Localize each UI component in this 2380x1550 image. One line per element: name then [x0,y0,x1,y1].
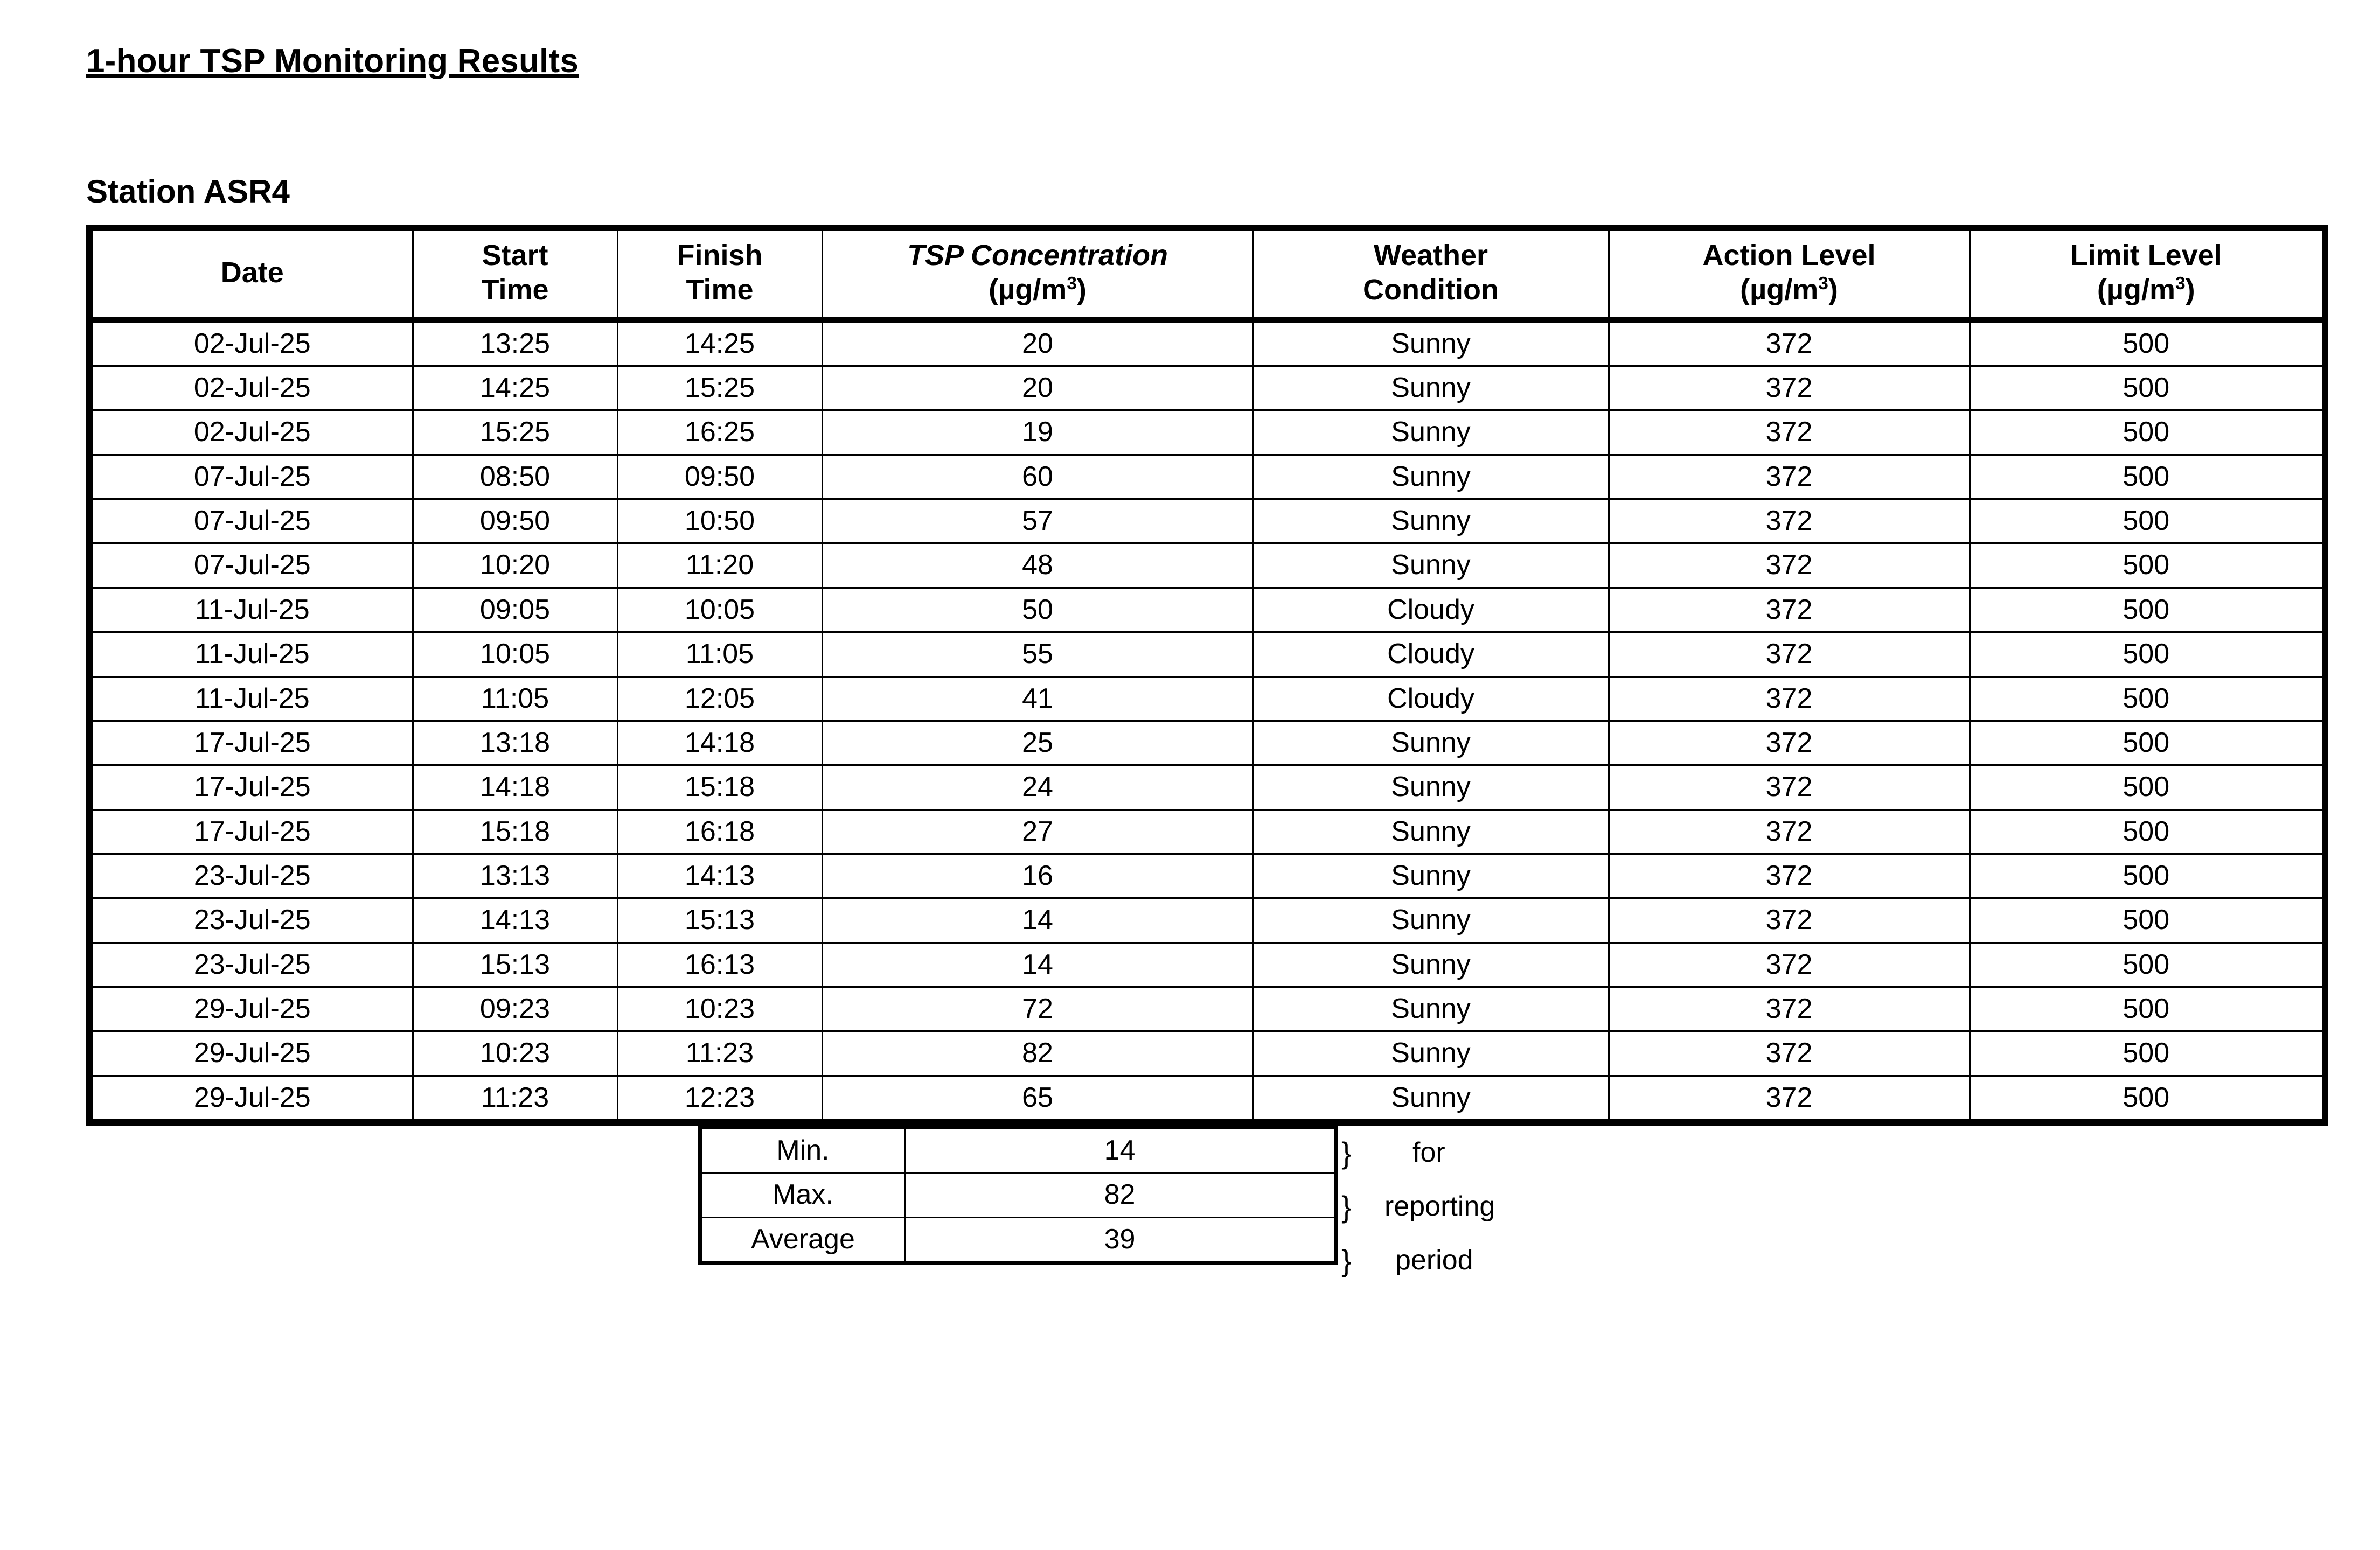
cell-tsp-concentration: 48 [822,543,1253,588]
cell-start-time: 13:18 [413,721,617,765]
cell-date: 02-Jul-25 [89,320,413,366]
cell-weather-condition: Sunny [1253,854,1609,898]
cell-tsp-concentration: 50 [822,588,1253,632]
cell-finish-time: 15:25 [617,366,822,410]
column-header-start-time [413,228,617,319]
cell-finish-time: 15:13 [617,898,822,942]
cell-finish-time: 16:25 [617,410,822,455]
cell-start-time: 15:13 [413,942,617,987]
cell-action-level: 372 [1609,632,1970,676]
cell-action-level: 372 [1609,543,1970,588]
cell-weather-condition: Sunny [1253,1031,1609,1076]
cell-start-time: 10:23 [413,1031,617,1076]
unit-suffix: ) [1076,273,1087,306]
cell-finish-time: 15:18 [617,765,822,809]
header-line-1: Start [482,239,548,272]
cell-start-time: 10:05 [413,632,617,676]
cell-weather-condition: Sunny [1253,987,1609,1031]
cell-start-time: 13:25 [413,320,617,366]
cell-weather-condition: Sunny [1253,765,1609,809]
summary-note-word: for [1412,1137,1445,1169]
cell-action-level: 372 [1609,1076,1970,1122]
header-line-2 [825,273,1250,308]
cell-finish-time: 14:13 [617,854,822,898]
cell-tsp-concentration: 60 [822,455,1253,499]
cell-limit-level: 500 [1970,1076,2325,1122]
cell-action-level: 372 [1609,410,1970,455]
monitoring-table-wrap [86,225,2322,1126]
header-line-2: Time [686,273,754,306]
cell-date: 11-Jul-25 [89,588,413,632]
cell-weather-condition: Sunny [1253,410,1609,455]
cell-start-time: 15:25 [413,410,617,455]
cell-date: 07-Jul-25 [89,499,413,543]
table-row [89,809,2325,854]
table-row [89,987,2325,1031]
cell-limit-level: 500 [1970,854,2325,898]
cell-weather-condition: Sunny [1253,455,1609,499]
cell-limit-level: 500 [1970,632,2325,676]
header-line-2 [1612,273,1967,308]
summary-label: Max. [700,1173,905,1217]
cell-start-time: 08:50 [413,455,617,499]
table-row [89,320,2325,366]
cell-action-level: 372 [1609,320,1970,366]
cell-start-time: 09:05 [413,588,617,632]
header-line-2: Date [220,256,284,289]
cell-action-level: 372 [1609,588,1970,632]
table-row [89,588,2325,632]
summary-row [700,1217,1336,1262]
cell-date: 07-Jul-25 [89,543,413,588]
cell-date: 11-Jul-25 [89,632,413,676]
cell-action-level: 372 [1609,499,1970,543]
brace-glyph: } [1341,1243,1352,1277]
header-line-2: Time [481,273,549,306]
summary-note-row [1341,1126,1495,1179]
cell-weather-condition: Sunny [1253,942,1609,987]
summary-value: 39 [905,1217,1336,1262]
cell-tsp-concentration: 55 [822,632,1253,676]
cell-limit-level: 500 [1970,410,2325,455]
summary-value: 14 [905,1128,1336,1173]
station-label: Station ASR4 [86,173,290,210]
cell-date: 11-Jul-25 [89,676,413,721]
brace-glyph: } [1341,1135,1352,1170]
table-row [89,543,2325,588]
cell-tsp-concentration: 25 [822,721,1253,765]
unit-exponent: 3 [1067,273,1077,294]
table-row [89,410,2325,455]
cell-start-time: 10:20 [413,543,617,588]
column-header-action-level [1609,228,1970,319]
cell-date: 07-Jul-25 [89,455,413,499]
cell-limit-level: 500 [1970,987,2325,1031]
unit-suffix: ) [2185,273,2195,306]
cell-tsp-concentration: 72 [822,987,1253,1031]
cell-limit-level: 500 [1970,809,2325,854]
brace-glyph: } [1341,1189,1352,1224]
monitoring-results-table [86,225,2328,1126]
cell-start-time: 14:18 [413,765,617,809]
summary-table [698,1126,1338,1265]
cell-weather-condition: Cloudy [1253,632,1609,676]
cell-limit-level: 500 [1970,543,2325,588]
cell-finish-time: 10:50 [617,499,822,543]
header-line-1: Limit Level [2070,239,2222,272]
cell-date: 29-Jul-25 [89,1076,413,1122]
summary-label: Average [700,1217,905,1262]
cell-finish-time: 10:23 [617,987,822,1031]
cell-weather-condition: Sunny [1253,898,1609,942]
unit-exponent: 3 [2175,273,2186,294]
cell-tsp-concentration: 20 [822,320,1253,366]
cell-finish-time: 16:13 [617,942,822,987]
unit-prefix: (µg/m [2097,273,2175,306]
unit-suffix: ) [1828,273,1838,306]
table-row [89,1031,2325,1076]
header-line-1: Weather [1373,239,1488,272]
cell-weather-condition: Sunny [1253,499,1609,543]
cell-weather-condition: Sunny [1253,366,1609,410]
summary-row [700,1173,1336,1217]
cell-limit-level: 500 [1970,1031,2325,1076]
table-row [89,854,2325,898]
cell-date: 29-Jul-25 [89,987,413,1031]
summary-value: 82 [905,1173,1336,1217]
cell-start-time: 13:13 [413,854,617,898]
cell-action-level: 372 [1609,765,1970,809]
cell-limit-level: 500 [1970,499,2325,543]
cell-finish-time: 10:05 [617,588,822,632]
cell-tsp-concentration: 20 [822,366,1253,410]
table-row [89,499,2325,543]
cell-limit-level: 500 [1970,455,2325,499]
summary-note-row [1341,1179,1495,1233]
cell-date: 02-Jul-25 [89,410,413,455]
cell-start-time: 11:23 [413,1076,617,1122]
cell-weather-condition: Sunny [1253,809,1609,854]
cell-tsp-concentration: 14 [822,942,1253,987]
table-row [89,765,2325,809]
column-header-tsp-concentration [822,228,1253,319]
table-row [89,721,2325,765]
reporting-period-note [1341,1126,1495,1287]
cell-start-time: 09:23 [413,987,617,1031]
column-header-weather-condition [1253,228,1609,319]
cell-finish-time: 12:05 [617,676,822,721]
cell-weather-condition: Sunny [1253,320,1609,366]
cell-action-level: 372 [1609,809,1970,854]
column-header-finish-time [617,228,822,319]
cell-action-level: 372 [1609,942,1970,987]
cell-start-time: 09:50 [413,499,617,543]
cell-limit-level: 500 [1970,765,2325,809]
cell-tsp-concentration: 16 [822,854,1253,898]
unit-prefix: (µg/m [989,273,1067,306]
cell-tsp-concentration: 65 [822,1076,1253,1122]
cell-finish-time: 11:23 [617,1031,822,1076]
table-row [89,632,2325,676]
cell-limit-level: 500 [1970,366,2325,410]
cell-weather-condition: Sunny [1253,721,1609,765]
cell-date: 17-Jul-25 [89,721,413,765]
summary-block [86,1126,2322,1277]
table-body [89,320,2325,1122]
cell-date: 17-Jul-25 [89,765,413,809]
header-line-2 [1973,273,2320,308]
cell-weather-condition: Sunny [1253,543,1609,588]
cell-finish-time: 14:18 [617,721,822,765]
table-header-row [89,228,2325,319]
cell-action-level: 372 [1609,898,1970,942]
cell-action-level: 372 [1609,676,1970,721]
cell-action-level: 372 [1609,854,1970,898]
table-row [89,455,2325,499]
cell-finish-time: 09:50 [617,455,822,499]
cell-limit-level: 500 [1970,942,2325,987]
cell-tsp-concentration: 24 [822,765,1253,809]
cell-action-level: 372 [1609,366,1970,410]
cell-weather-condition: Cloudy [1253,588,1609,632]
summary-row [700,1128,1336,1173]
summary-note-row [1341,1233,1495,1287]
cell-finish-time: 14:25 [617,320,822,366]
summary-note-word: period [1395,1245,1473,1276]
table-row [89,676,2325,721]
cell-date: 02-Jul-25 [89,366,413,410]
cell-limit-level: 500 [1970,676,2325,721]
header-line-2: Condition [1363,273,1499,306]
unit-exponent: 3 [1818,273,1828,294]
summary-label: Min. [700,1128,905,1173]
cell-finish-time: 11:05 [617,632,822,676]
cell-start-time: 15:18 [413,809,617,854]
table-row [89,898,2325,942]
cell-start-time: 14:25 [413,366,617,410]
cell-tsp-concentration: 41 [822,676,1253,721]
page-title: 1-hour TSP Monitoring Results [86,43,579,80]
cell-date: 23-Jul-25 [89,898,413,942]
header-line-1: Action Level [1702,239,1876,272]
table-row [89,1076,2325,1122]
cell-finish-time: 12:23 [617,1076,822,1122]
cell-finish-time: 16:18 [617,809,822,854]
cell-tsp-concentration: 19 [822,410,1253,455]
table-row [89,366,2325,410]
column-header-date [89,228,413,319]
cell-weather-condition: Sunny [1253,1076,1609,1122]
cell-action-level: 372 [1609,987,1970,1031]
cell-start-time: 11:05 [413,676,617,721]
unit-prefix: (µg/m [1740,273,1819,306]
cell-weather-condition: Cloudy [1253,676,1609,721]
cell-date: 23-Jul-25 [89,854,413,898]
summary-note-word: reporting [1384,1191,1495,1223]
cell-action-level: 372 [1609,1031,1970,1076]
cell-tsp-concentration: 14 [822,898,1253,942]
cell-date: 29-Jul-25 [89,1031,413,1076]
cell-tsp-concentration: 27 [822,809,1253,854]
cell-finish-time: 11:20 [617,543,822,588]
cell-limit-level: 500 [1970,588,2325,632]
header-line-1: Finish [677,239,763,272]
header-line-1: TSP Concentration [907,239,1168,272]
table-row [89,942,2325,987]
cell-date: 17-Jul-25 [89,809,413,854]
cell-start-time: 14:13 [413,898,617,942]
cell-tsp-concentration: 57 [822,499,1253,543]
cell-action-level: 372 [1609,721,1970,765]
cell-action-level: 372 [1609,455,1970,499]
cell-tsp-concentration: 82 [822,1031,1253,1076]
column-header-limit-level [1970,228,2325,319]
cell-limit-level: 500 [1970,320,2325,366]
cell-date: 23-Jul-25 [89,942,413,987]
cell-limit-level: 500 [1970,721,2325,765]
cell-limit-level: 500 [1970,898,2325,942]
